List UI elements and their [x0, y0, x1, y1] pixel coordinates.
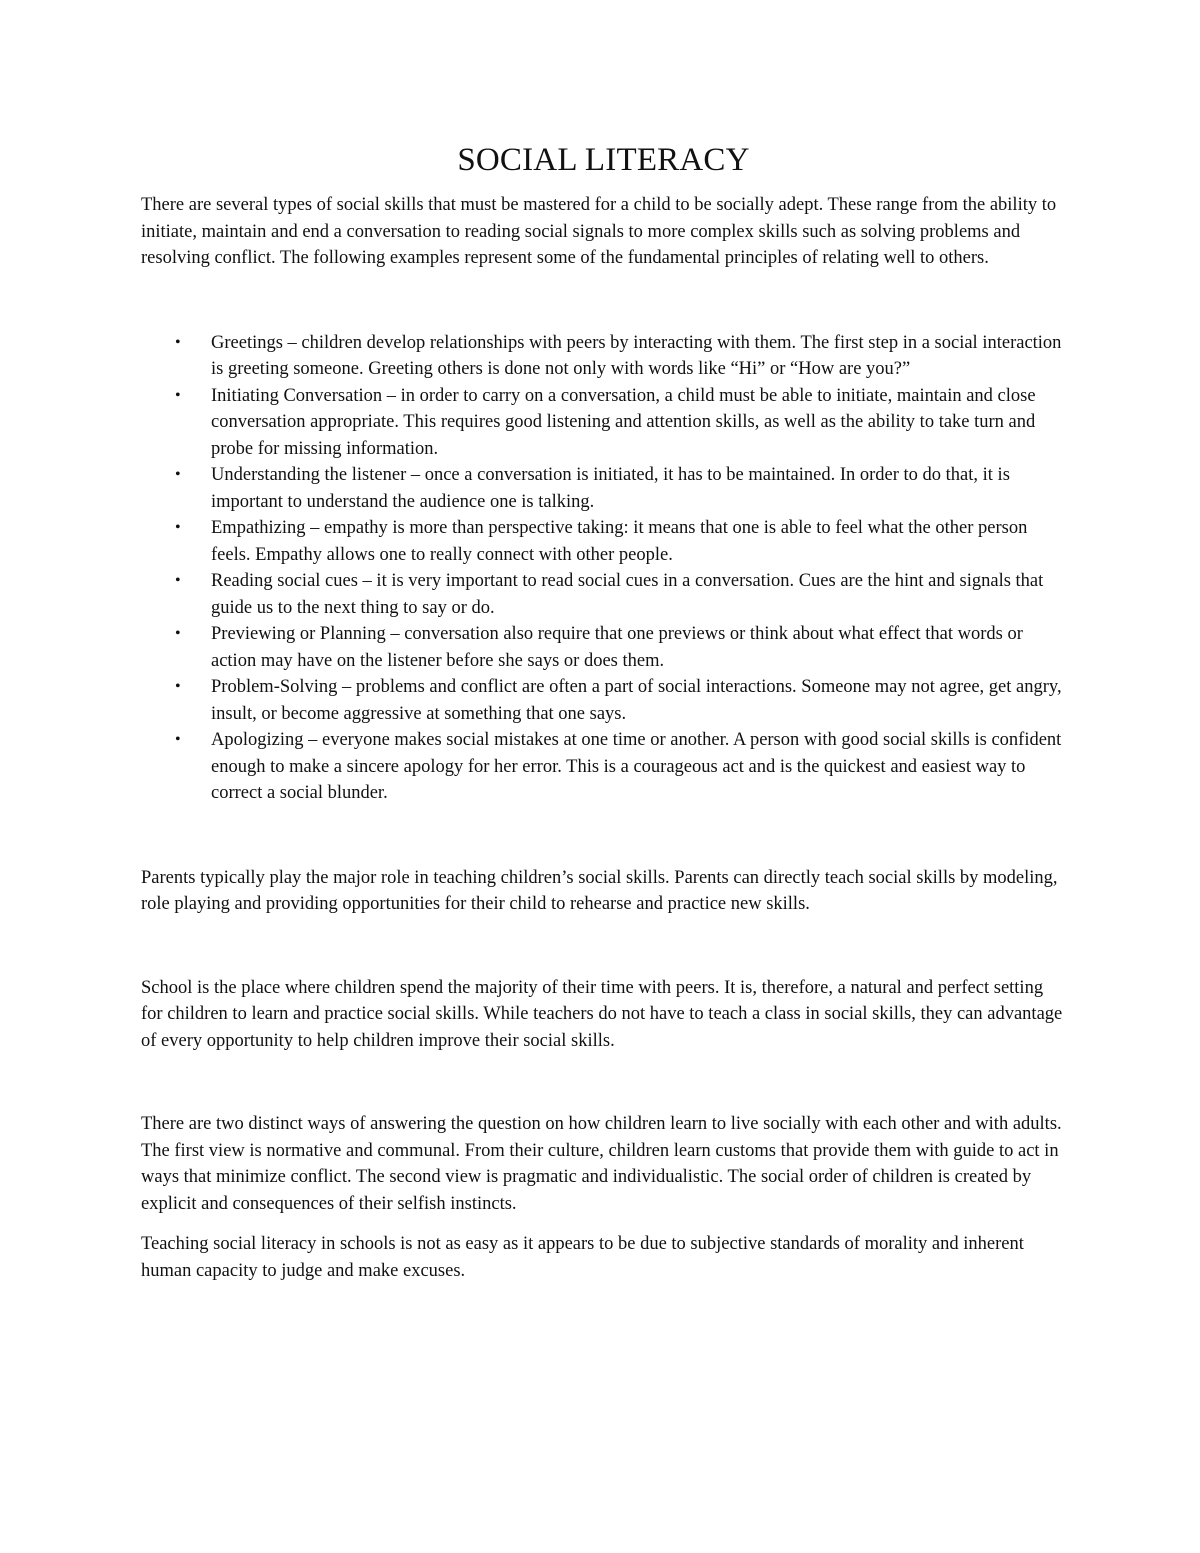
list-item [141, 568, 1066, 621]
list-item-text: Greetings – children develop relationships with peers by interacting with them. The first step in a social interaction is greeting someone. Greeting others is done not only with words like “Hi” or “How are you?” [211, 332, 1062, 379]
school-paragraph: School is the place where children spend the majority of their time with peers. It is, therefore, a natural and perfect setting for children to learn and practice social skills. While teachers do not have to teach a class in social skills, they can advantage of every opportunity to help children improve their social skills. [141, 977, 1063, 1051]
teaching-paragraph: Teaching social literacy in schools is not as easy as it appears to be due to subjective standards of morality and inherent human capacity to judge and make excuses. [141, 1234, 1024, 1281]
list-item-text: Initiating Conversation – in order to carry on a conversation, a child must be able to initiate, maintain and close conversation appropriate. This requires good listening and attention skills, as well as the ability to take turn and probe for missing information. [211, 385, 1036, 459]
list-item [141, 383, 1066, 463]
list-item [141, 462, 1066, 515]
bullet-icon: • [175, 678, 181, 695]
list-item [141, 727, 1066, 807]
list-item [141, 515, 1066, 568]
bullet-icon: • [175, 572, 181, 589]
list-item [141, 621, 1066, 674]
list-item-text: Apologizing – everyone makes social mistakes at one time or another. A person with good social skills is confident enough to make a sincere apology for her error. This is a courageous act and is the quickest and easiest way to correct a social blunder. [211, 730, 1062, 803]
social-skills-list [141, 330, 1066, 807]
intro-paragraph: There are several types of social skills that must be mastered for a child to be socially adept. These range from the ability to initiate, maintain and end a conversation to reading social signals to more complex skills such as solving problems and resolving conflict. The following examples represent some of the fundamental principles of relating well to others. [141, 195, 1057, 268]
document-title: SOCIAL LITERACY [457, 142, 750, 178]
bullet-icon: • [175, 386, 181, 404]
bullet-icon: • [175, 519, 181, 536]
list-item [141, 330, 1066, 383]
list-item-text: Empathizing – empathy is more than perspective taking: it means that one is able to feel what the other person feels. Empathy allows one to really connect with other people. [211, 518, 1028, 565]
bullet-icon: • [175, 625, 181, 642]
list-item-text: Understanding the listener – once a conversation is initiated, it has to be maintained. In order to do that, it is important to understand the audience one is talking. [211, 465, 1010, 512]
list-item-text: Reading social cues – it is very important to read social cues in a conversation. Cues are the hint and signals that guide us to the next thing to say or do. [211, 571, 1044, 618]
bullet-icon: • [175, 731, 181, 748]
two-views-paragraph: There are two distinct ways of answering the question on how children learn to live socially with each other and with adults. The first view is normative and communal. From their culture, children learn customs that provide them with guide to act in ways that minimize conflict. The second view is pragmatic and individualistic. The social order of children is created by explicit and consequences of their selfish instincts. [141, 1114, 1062, 1214]
parents-paragraph: Parents typically play the major role in teaching children’s social skills. Parents can directly teach social skills by modeling, role playing and providing opportunities for their child to rehearse and practice new skills. [141, 867, 1058, 914]
list-item [141, 674, 1066, 727]
list-item-text: Previewing or Planning – conversation also require that one previews or think about what effect that words or action may have on the listener before she says or does them. [211, 624, 1023, 671]
list-item-text: Problem-Solving – problems and conflict are often a part of social interactions. Someone may not agree, get angry, insult, or become aggressive at something that one says. [211, 677, 1062, 724]
document-body [141, 140, 1066, 1284]
bullet-icon: • [175, 466, 181, 483]
bullet-icon: • [175, 333, 181, 351]
